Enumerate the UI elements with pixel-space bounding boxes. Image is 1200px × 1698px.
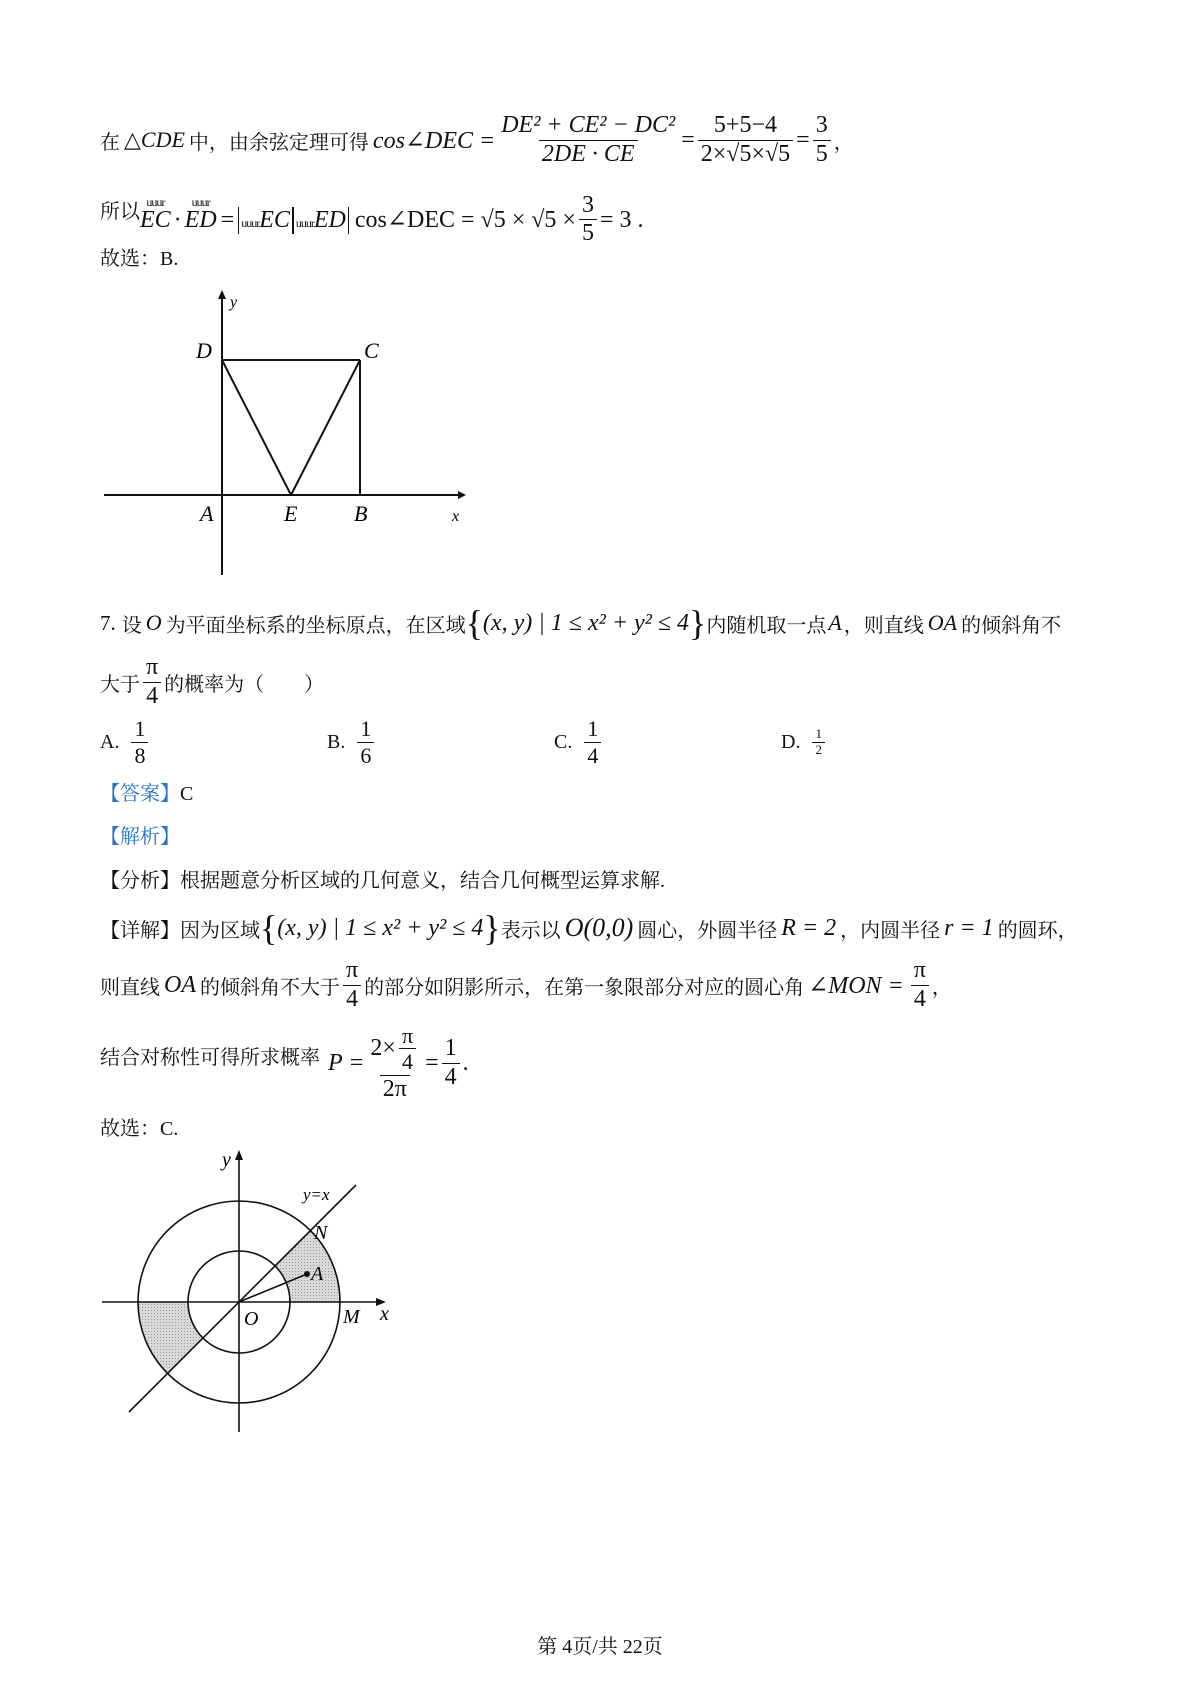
detail-line3 — [100, 1018, 469, 1108]
fraction-denominator: 6 — [357, 742, 374, 768]
fraction-three-fifths — [579, 192, 597, 248]
label-y: y — [222, 1149, 231, 1171]
option-label: C. — [554, 730, 573, 753]
abs-vector-ec: uuurEC — [238, 207, 293, 234]
line-oa: OA — [164, 971, 196, 998]
text: 表示以 — [500, 919, 561, 942]
label-e: E — [284, 501, 298, 526]
label-a: A — [200, 501, 214, 526]
fraction-numerator: 1 — [444, 1034, 457, 1061]
label-c: C — [364, 338, 379, 363]
question-number: 7. — [100, 610, 116, 635]
x-axis-arrow-icon — [458, 491, 466, 499]
set-expression: (x, y) | 1 ≤ x² + y² ≤ 4 — [277, 914, 484, 941]
text: 在 — [100, 131, 120, 154]
fraction-numerator: 1 — [134, 716, 146, 742]
text: 大于 — [100, 673, 140, 696]
figure-rectangle-triangle — [100, 285, 480, 585]
dot-product-line — [100, 178, 644, 247]
line-oa: OA — [927, 610, 958, 635]
vector-label: EC — [259, 207, 290, 233]
y-axis-arrow-icon — [235, 1150, 243, 1160]
equals: = — [425, 1049, 439, 1076]
fraction-denominator: 5 — [579, 219, 597, 248]
fraction-denominator: 2 — [812, 742, 825, 758]
fraction-numerator: 5+5−4 — [713, 111, 777, 138]
equals: = — [796, 126, 810, 153]
point-o: O — [145, 610, 162, 635]
text: 的倾斜角不大于 — [200, 976, 340, 999]
fraction-denominator: 4 — [343, 985, 361, 1014]
brace-close: } — [689, 603, 707, 643]
text: 则直线 — [100, 976, 160, 999]
text: 中，由余弦定理可得 — [188, 131, 369, 154]
text: 的倾斜角不 — [961, 614, 1062, 637]
answer-tag: 【答案】 — [100, 783, 180, 805]
vector-label: ED — [313, 207, 346, 233]
vector-ed: uuur ED — [184, 195, 217, 233]
fraction-numerator: 1 — [360, 716, 372, 742]
vector-label: EC — [140, 207, 171, 233]
inner-radius: r = 1 — [944, 914, 994, 941]
label-x: x — [380, 1303, 389, 1325]
fraction-result — [813, 112, 831, 168]
text: 的圆环， — [997, 919, 1078, 942]
vector-ec: uuur EC — [140, 195, 171, 233]
text: ，则直线 — [843, 614, 924, 637]
text: 的部分如阴影所示，在第一象限部分对应的圆心角 — [364, 976, 805, 999]
choice-b: 故选：B. — [100, 248, 179, 270]
text: 设 — [121, 614, 142, 637]
fraction-denominator: 4 — [399, 1048, 416, 1074]
set-expression: (x, y) | 1 ≤ x² + y² ≤ 4 — [482, 609, 690, 636]
detail-line2 — [100, 955, 952, 1015]
option-a[interactable] — [100, 712, 151, 772]
fraction-numerator: π — [401, 1022, 414, 1048]
option-c[interactable] — [554, 712, 604, 772]
fraction-pi-4 — [143, 654, 161, 710]
detail-line1 — [100, 903, 1078, 953]
option-fraction — [812, 727, 825, 758]
fraction-denominator: 4 — [911, 985, 929, 1014]
text: 为平面坐标系的坐标原点，在区域 — [165, 614, 466, 637]
fraction-denominator: 2π — [380, 1075, 410, 1104]
fraction-denominator: 2DE · CE — [539, 140, 638, 169]
fraction-pi-4 — [911, 957, 929, 1013]
fraction-pi-4 — [399, 1023, 416, 1075]
fraction-denominator: 2×√5×√5 — [698, 140, 793, 169]
fraction-numerator — [367, 1023, 422, 1075]
fraction-denominator: 5 — [813, 140, 831, 169]
label-m: M — [343, 1306, 360, 1328]
page-footer: 第 4页/共 22页 — [537, 1636, 663, 1658]
result: = 3 . — [599, 207, 644, 233]
text: ， — [931, 976, 952, 999]
text: ， — [833, 131, 854, 154]
expression: cos∠DEC = √5 × √5 × — [354, 207, 576, 233]
fraction-result — [442, 1035, 460, 1091]
label-o: O — [244, 1308, 259, 1330]
dot: · — [173, 207, 182, 233]
label-d: D — [196, 338, 212, 363]
period: . — [462, 1049, 469, 1076]
fraction-numerator: 3 — [581, 191, 594, 218]
text: ，内圆半径 — [840, 919, 941, 942]
fraction-numerator: 1 — [587, 716, 599, 742]
option-label: B. — [327, 730, 346, 753]
option-label: A. — [100, 730, 120, 753]
fraction-denominator: 4 — [584, 742, 601, 768]
equals: = — [220, 207, 235, 233]
fenxi-tag: 【分析】 — [100, 870, 180, 892]
fraction-numerator: 3 — [815, 111, 828, 138]
cos-expression: cos∠DEC = — [372, 127, 496, 154]
segment-de — [222, 360, 291, 495]
fraction-probability — [367, 1023, 422, 1103]
brace-open: { — [465, 603, 483, 643]
segment-ce — [291, 360, 360, 495]
text: 结合对称性可得所求概率 — [100, 1046, 320, 1069]
fraction-numerator: π — [346, 956, 359, 983]
triangle-name: △CDE — [124, 127, 185, 152]
fraction-denominator: 4 — [442, 1063, 460, 1092]
option-b[interactable] — [327, 712, 377, 772]
probability-p: P = — [328, 1049, 365, 1076]
label-a: A — [311, 1263, 324, 1285]
fraction-law — [498, 112, 678, 168]
y-axis-arrow-icon — [218, 290, 226, 299]
label-y: y — [230, 294, 238, 311]
option-fraction — [357, 716, 374, 768]
option-fraction — [584, 716, 601, 768]
equals: = — [681, 126, 695, 153]
text: 所以 — [100, 201, 140, 223]
figure-annulus — [100, 1148, 400, 1438]
point-a — [304, 1271, 310, 1277]
outer-radius: R = 2 — [781, 914, 837, 941]
abs-vector-ed: uuurED — [293, 207, 349, 234]
brace-close: } — [483, 908, 501, 948]
label-b: B — [354, 501, 368, 526]
point-a: A — [828, 610, 842, 635]
vector-label: ED — [184, 207, 217, 233]
answer-line — [100, 777, 193, 806]
label-x: x — [452, 508, 460, 525]
question-7-line1 — [100, 598, 1061, 648]
label-line: y=x — [303, 1185, 330, 1204]
fraction-numerator: 1 — [815, 725, 822, 741]
origin: O(0,0) — [564, 913, 634, 942]
choice-c: 故选：C. — [100, 1118, 179, 1140]
cosine-law-line — [100, 100, 854, 180]
label-n: N — [314, 1222, 328, 1244]
fraction-numerator: π — [146, 653, 159, 680]
fraction-denominator: 8 — [131, 742, 148, 768]
option-d[interactable] — [781, 712, 828, 772]
option-fraction — [131, 716, 148, 768]
fenxi-text: 根据题意分析区域的几何意义，结合几何概型运算求解. — [180, 870, 665, 892]
answer-value: C — [180, 783, 194, 805]
shaded-region-q1 — [275, 1231, 340, 1302]
brace-open: { — [260, 908, 278, 948]
text: 因为区域 — [180, 919, 260, 942]
fraction-numerator: DE² + CE² − DC² — [501, 111, 676, 138]
text: 圆心，外圆半径 — [637, 919, 778, 942]
fraction-numerator: π — [913, 956, 926, 983]
fraction-pi-4 — [343, 957, 361, 1013]
numerator-text: 2× — [370, 1034, 396, 1061]
text: 的概率为（ ） — [164, 673, 325, 696]
text: 内随机取一点 — [706, 614, 827, 637]
shaded-region-q3 — [138, 1302, 203, 1373]
fraction-values — [698, 112, 793, 168]
analysis-tag: 【解析】 — [100, 826, 180, 848]
fenxi-line — [100, 864, 665, 893]
xiangjie-tag: 【详解】 — [100, 919, 180, 942]
option-label: D. — [781, 730, 801, 753]
angle-mon: ∠MON = — [808, 972, 904, 999]
fraction-denominator: 4 — [143, 682, 161, 711]
question-7-line2 — [100, 652, 324, 712]
